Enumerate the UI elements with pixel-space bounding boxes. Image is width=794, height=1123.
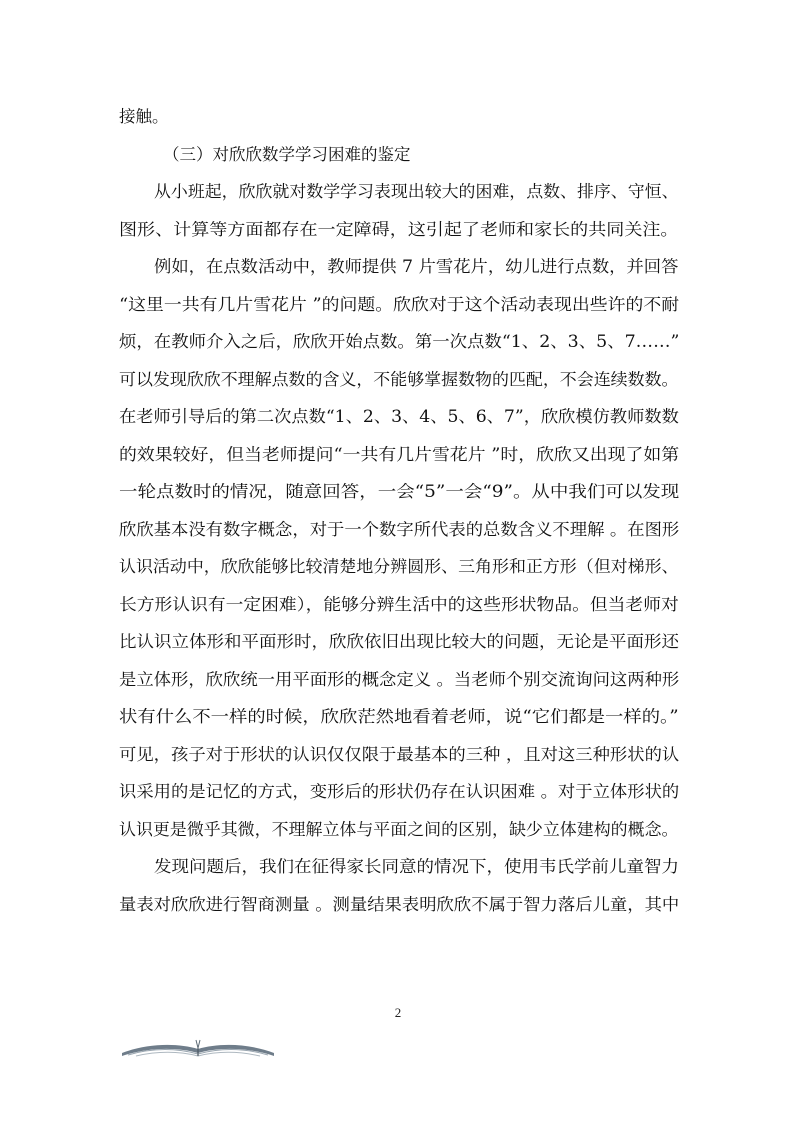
paragraph-line: 可见，孩子对于形状的认识仅仅限于最基本的三种 ，且对这三种形状的认 [119,744,680,764]
paragraph-line: 是立体形，欣欣统一用平面形的概念定义 。当老师个别交流询问这两种形 [119,669,680,689]
open-book-icon [118,1037,278,1059]
paragraph-line: 识采用的是记忆的方式，变形后的形状仍存在认识困难 。对于立体形状的 [119,782,680,801]
paragraph-line: 从小班起，欣欣就对数学学习表现出较大的困难，点数、排序、守恒、 [154,182,679,201]
paragraph-line: 例如，在点数活动中，教师提供 7 片雪花片，幼儿进行点数，并回答 [154,257,679,276]
paragraph-line: 可以发现欣欣不理解点数的含义，不能够掌握数物的匹配，不会连续数数。 [119,369,679,389]
paragraph-line: 一轮点数时的情况，随意回答，一会“5”一会“9”。从中我们可以发现 [119,482,680,501]
body-text [119,98,679,923]
paragraph-line: 接触。 [119,107,169,126]
paragraph-line: 图形、计算等方面都存在一定障碍，这引起了老师和家长的共同关注。 [119,219,679,239]
paragraph-line: 的效果较好，但当老师提问“一共有几片雪花片 ”时，欣欣又出现了如第 [119,444,680,464]
paragraph-line: 在老师引导后的第二次点数“1、2、3、4、5、6、7”，欣欣模仿教师数数 [119,407,679,426]
paragraph-line: 欣欣基本没有数字概念，对于一个数字所代表的总数含义不理解 。在图形 [119,519,680,539]
paragraph-line: “这里一共有几片雪花片 ”的问题。欣欣对于这个活动表现出些许的不耐 [119,294,680,314]
paragraph-line: 量表对欣欣进行智商测量 。测量结果表明欣欣不属于智力落后儿童，其中 [119,894,680,914]
paragraph-line: 比认识立体形和平面形时，欣欣依旧出现比较大的问题，无论是平面形还 [119,632,679,651]
paragraph-line: 状有什么不一样的时候，欣欣茫然地看着老师，说“它们都是一样的。” [119,707,679,726]
section-heading: （三）对欣欣数学学习困难的鉴定 [163,144,411,164]
paragraph-line: 认识更是微乎其微，不理解立体与平面之间的区别，缺少立体建构的概念。 [119,819,679,839]
page-number: 2 [394,1005,402,1020]
paragraph-line: 烦，在教师介入之后，欣欣开始点数。第一次点数“1、2、3、5、7……” [119,332,680,351]
paragraph-line: 认识活动中，欣欣能够比较清楚地分辨圆形、三角形和正方形（但对梯形、 [119,557,679,576]
paragraph-line: 长方形认识有一定困难），能够分辨生活中的这些形状物品。但当老师对 [119,594,679,614]
paragraph-line: 发现问题后，我们在征得家长同意的情况下，使用韦氏学前儿童智力 [154,857,679,876]
